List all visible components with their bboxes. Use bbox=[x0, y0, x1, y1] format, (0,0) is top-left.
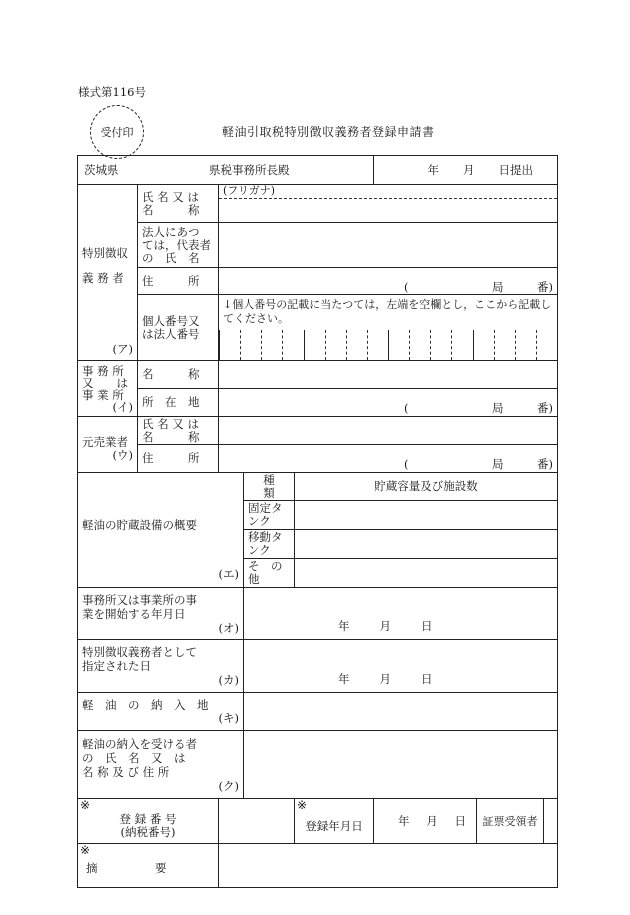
section-a-label-cell bbox=[78, 185, 138, 361]
office-use-mark-2: ※ bbox=[297, 798, 308, 812]
wholesaler-phone-ban: 番) bbox=[537, 457, 553, 471]
section-e-tag: (エ) bbox=[218, 567, 239, 581]
remarks-row bbox=[78, 844, 558, 888]
section-ku-tag: (ク) bbox=[218, 778, 239, 793]
business-start-date-field[interactable] bbox=[244, 588, 558, 640]
start-day: 日 bbox=[421, 619, 433, 633]
tank-type-header-label: 種 類 bbox=[263, 472, 298, 500]
section-a-address-row bbox=[78, 268, 558, 295]
office-use-mark-1: ※ bbox=[80, 798, 91, 812]
office-use-mark-3: ※ bbox=[80, 843, 91, 857]
receiver-cell bbox=[477, 799, 558, 844]
reg-number-label-1: 登 録 番 号 bbox=[119, 812, 177, 826]
addressee: 県税事務所長殿 bbox=[209, 162, 290, 177]
application-form-table bbox=[77, 155, 558, 888]
rep-label-2: ては，代表者 bbox=[142, 237, 211, 252]
section-u-label-cell bbox=[78, 417, 138, 473]
section-u-address-row bbox=[78, 445, 558, 473]
section-ka-row bbox=[78, 640, 558, 693]
section-u-name-row bbox=[78, 417, 558, 445]
reg-number-label-2: (納税番号) bbox=[120, 825, 176, 839]
fixed-tank-field[interactable] bbox=[295, 501, 558, 530]
section-ka-label-1: 特別徴収義務者として bbox=[82, 645, 197, 659]
submission-date-cell[interactable] bbox=[374, 156, 558, 185]
section-ku-label-3: 名 称 及 び 住 所 bbox=[82, 764, 170, 779]
section-a-id-row bbox=[78, 295, 558, 361]
reception-stamp-circle bbox=[90, 105, 144, 159]
addressee-cell bbox=[78, 156, 374, 185]
wholesaler-name-field[interactable] bbox=[219, 417, 558, 445]
id-label-cell bbox=[138, 295, 219, 361]
section-a-label-2: 義 務 者 bbox=[82, 271, 124, 285]
office-name-label-cell bbox=[138, 361, 219, 389]
submit-day: 日提出 bbox=[498, 162, 534, 177]
phone-ban: 番) bbox=[537, 279, 553, 294]
name-label-cell bbox=[138, 185, 219, 223]
section-ku-label-1: 軽油の納入を受ける者 bbox=[82, 736, 197, 751]
section-o-label-1: 事務所又は事業所の事 bbox=[82, 592, 197, 607]
reg-date-label-cell bbox=[295, 799, 374, 844]
name-label-1: 氏 名 又 は bbox=[142, 189, 199, 204]
reg-date-label: 登録年月日 bbox=[305, 818, 363, 833]
reception-stamp-label: 受付印 bbox=[100, 126, 134, 139]
capacity-header bbox=[295, 473, 558, 501]
section-a-label-1: 特別徴収 bbox=[82, 246, 128, 260]
section-ka-label-cell bbox=[78, 640, 244, 693]
id-number-field[interactable] bbox=[219, 295, 558, 361]
section-ki-tag: (キ) bbox=[218, 710, 239, 725]
address-label-cell bbox=[138, 268, 219, 295]
address-field[interactable] bbox=[219, 268, 558, 295]
remarks-field[interactable] bbox=[219, 844, 558, 888]
reg-date-field[interactable] bbox=[374, 799, 477, 844]
section-a-rep-row bbox=[78, 223, 558, 268]
other-storage-label: そ の 他 bbox=[248, 559, 294, 586]
wholesaler-address-label: 住 所 bbox=[142, 451, 200, 465]
designation-year: 年 bbox=[338, 672, 350, 686]
remarks-label: 摘 要 bbox=[86, 861, 167, 875]
mobile-tank-label-cell bbox=[244, 530, 295, 559]
wholesaler-phone-kyoku: 局 bbox=[492, 457, 504, 471]
section-ku-row bbox=[78, 731, 558, 799]
wholesaler-name-label-cell bbox=[138, 417, 219, 445]
furigana-line bbox=[219, 185, 557, 199]
section-i-label-2: 又 は bbox=[82, 375, 128, 390]
reg-month: 月 bbox=[426, 813, 438, 828]
section-u-label: 元売業者 bbox=[82, 434, 128, 449]
id-label-1: 個人番号又 bbox=[142, 313, 200, 328]
office-use-row bbox=[78, 799, 558, 844]
wholesaler-address-field[interactable] bbox=[219, 445, 558, 473]
receiver-label: 証票受領者 bbox=[477, 799, 544, 843]
section-ki-row bbox=[78, 693, 558, 731]
name-field[interactable] bbox=[219, 185, 558, 223]
recipient-field[interactable] bbox=[244, 731, 558, 799]
wholesaler-phone-open: ( bbox=[404, 457, 409, 471]
submit-month: 月 bbox=[463, 162, 475, 177]
designation-day: 日 bbox=[421, 672, 433, 686]
fixed-tank-label: 固定タンク bbox=[248, 501, 283, 528]
section-ku-label-2: の 氏 名 又 は bbox=[82, 750, 186, 765]
wholesaler-address-label-cell bbox=[138, 445, 219, 473]
section-i-label-cell bbox=[78, 361, 138, 417]
id-digit-boxes bbox=[219, 330, 557, 360]
section-i-label-3: 事 業 所 bbox=[82, 387, 124, 402]
name-label-2: 名 称 bbox=[142, 202, 200, 217]
tank-type-header bbox=[244, 472, 298, 501]
section-i-name-row bbox=[78, 361, 558, 389]
office-phone-kyoku: 局 bbox=[492, 401, 504, 415]
phone-open: ( bbox=[404, 279, 409, 294]
section-ka-label-2: 指定された日 bbox=[82, 659, 151, 673]
section-e-header-row bbox=[78, 473, 558, 501]
representative-field[interactable] bbox=[219, 223, 558, 268]
office-phone-open: ( bbox=[404, 401, 409, 415]
delivery-place-field[interactable] bbox=[244, 693, 558, 731]
submit-year: 年 bbox=[427, 162, 440, 177]
form-number: 様式第116号 bbox=[78, 85, 146, 99]
section-i-location-row bbox=[78, 389, 558, 417]
furigana-label: (フリガナ) bbox=[223, 184, 276, 197]
section-i-tag: (イ) bbox=[112, 399, 133, 414]
other-storage-label-cell bbox=[244, 559, 295, 588]
receiver-field[interactable] bbox=[544, 799, 557, 843]
id-note: ↓個人番号の記載に当たつては，左端を空欄とし，ここから記載してください。 bbox=[223, 298, 552, 325]
section-o-label-2: 業を開始する年月日 bbox=[82, 606, 186, 621]
fixed-tank-label-cell bbox=[244, 501, 295, 530]
address-row bbox=[78, 156, 558, 185]
start-month: 月 bbox=[379, 619, 391, 633]
rep-label-3: の 氏 名 bbox=[142, 250, 200, 265]
section-o-label-cell bbox=[78, 588, 244, 640]
section-e-label: 軽油の貯蔵設備の概要 bbox=[82, 518, 197, 532]
section-a-tag: (ア) bbox=[112, 342, 133, 356]
designation-date-field[interactable] bbox=[244, 640, 558, 693]
rep-label-cell bbox=[138, 223, 219, 268]
mobile-tank-field[interactable] bbox=[295, 530, 558, 559]
office-phone-ban: 番) bbox=[537, 401, 553, 415]
section-i-label-1: 事 務 所 bbox=[82, 363, 124, 378]
designation-month: 月 bbox=[379, 672, 391, 686]
section-a-name-row bbox=[78, 185, 558, 223]
address-label: 住 所 bbox=[142, 273, 200, 288]
id-label-2: は法人番号 bbox=[142, 326, 200, 341]
form-title: 軽油引取税特別徴収義務者登録申請書 bbox=[222, 125, 435, 139]
office-name-field[interactable] bbox=[219, 361, 558, 389]
reg-number-label-cell bbox=[78, 799, 219, 844]
wholesaler-name-label-1: 氏 名 又 は bbox=[142, 416, 199, 431]
section-o-tag: (オ) bbox=[218, 620, 239, 635]
phone-kyoku: 局 bbox=[492, 279, 504, 294]
wholesaler-name-label-2: 名 称 bbox=[142, 429, 200, 444]
mobile-tank-label: 移動タンク bbox=[248, 530, 283, 557]
office-location-label-cell bbox=[138, 389, 219, 417]
section-u-tag: (ウ) bbox=[112, 447, 133, 462]
start-year: 年 bbox=[338, 619, 350, 633]
section-e-label-cell bbox=[78, 473, 244, 588]
office-location-label: 所 在 地 bbox=[142, 395, 200, 409]
other-storage-field[interactable] bbox=[295, 559, 558, 588]
section-ki-label: 軽 油 の 納 入 地 bbox=[82, 697, 209, 712]
section-o-row bbox=[78, 588, 558, 640]
prefecture: 茨城県 bbox=[84, 162, 119, 177]
reg-day: 日 bbox=[454, 813, 467, 828]
remarks-label-cell bbox=[78, 844, 219, 888]
section-ka-tag: (カ) bbox=[218, 673, 239, 687]
reg-year: 年 bbox=[398, 813, 410, 828]
rep-label-1: 法人にあつ bbox=[142, 224, 200, 239]
reg-number-field[interactable] bbox=[219, 799, 295, 844]
office-location-field[interactable] bbox=[219, 389, 558, 417]
office-name-label: 名 称 bbox=[142, 367, 200, 381]
section-ki-label-cell bbox=[78, 693, 244, 731]
section-ku-label-cell bbox=[78, 731, 244, 799]
capacity-header-label: 貯蔵容量及び施設数 bbox=[374, 479, 478, 493]
